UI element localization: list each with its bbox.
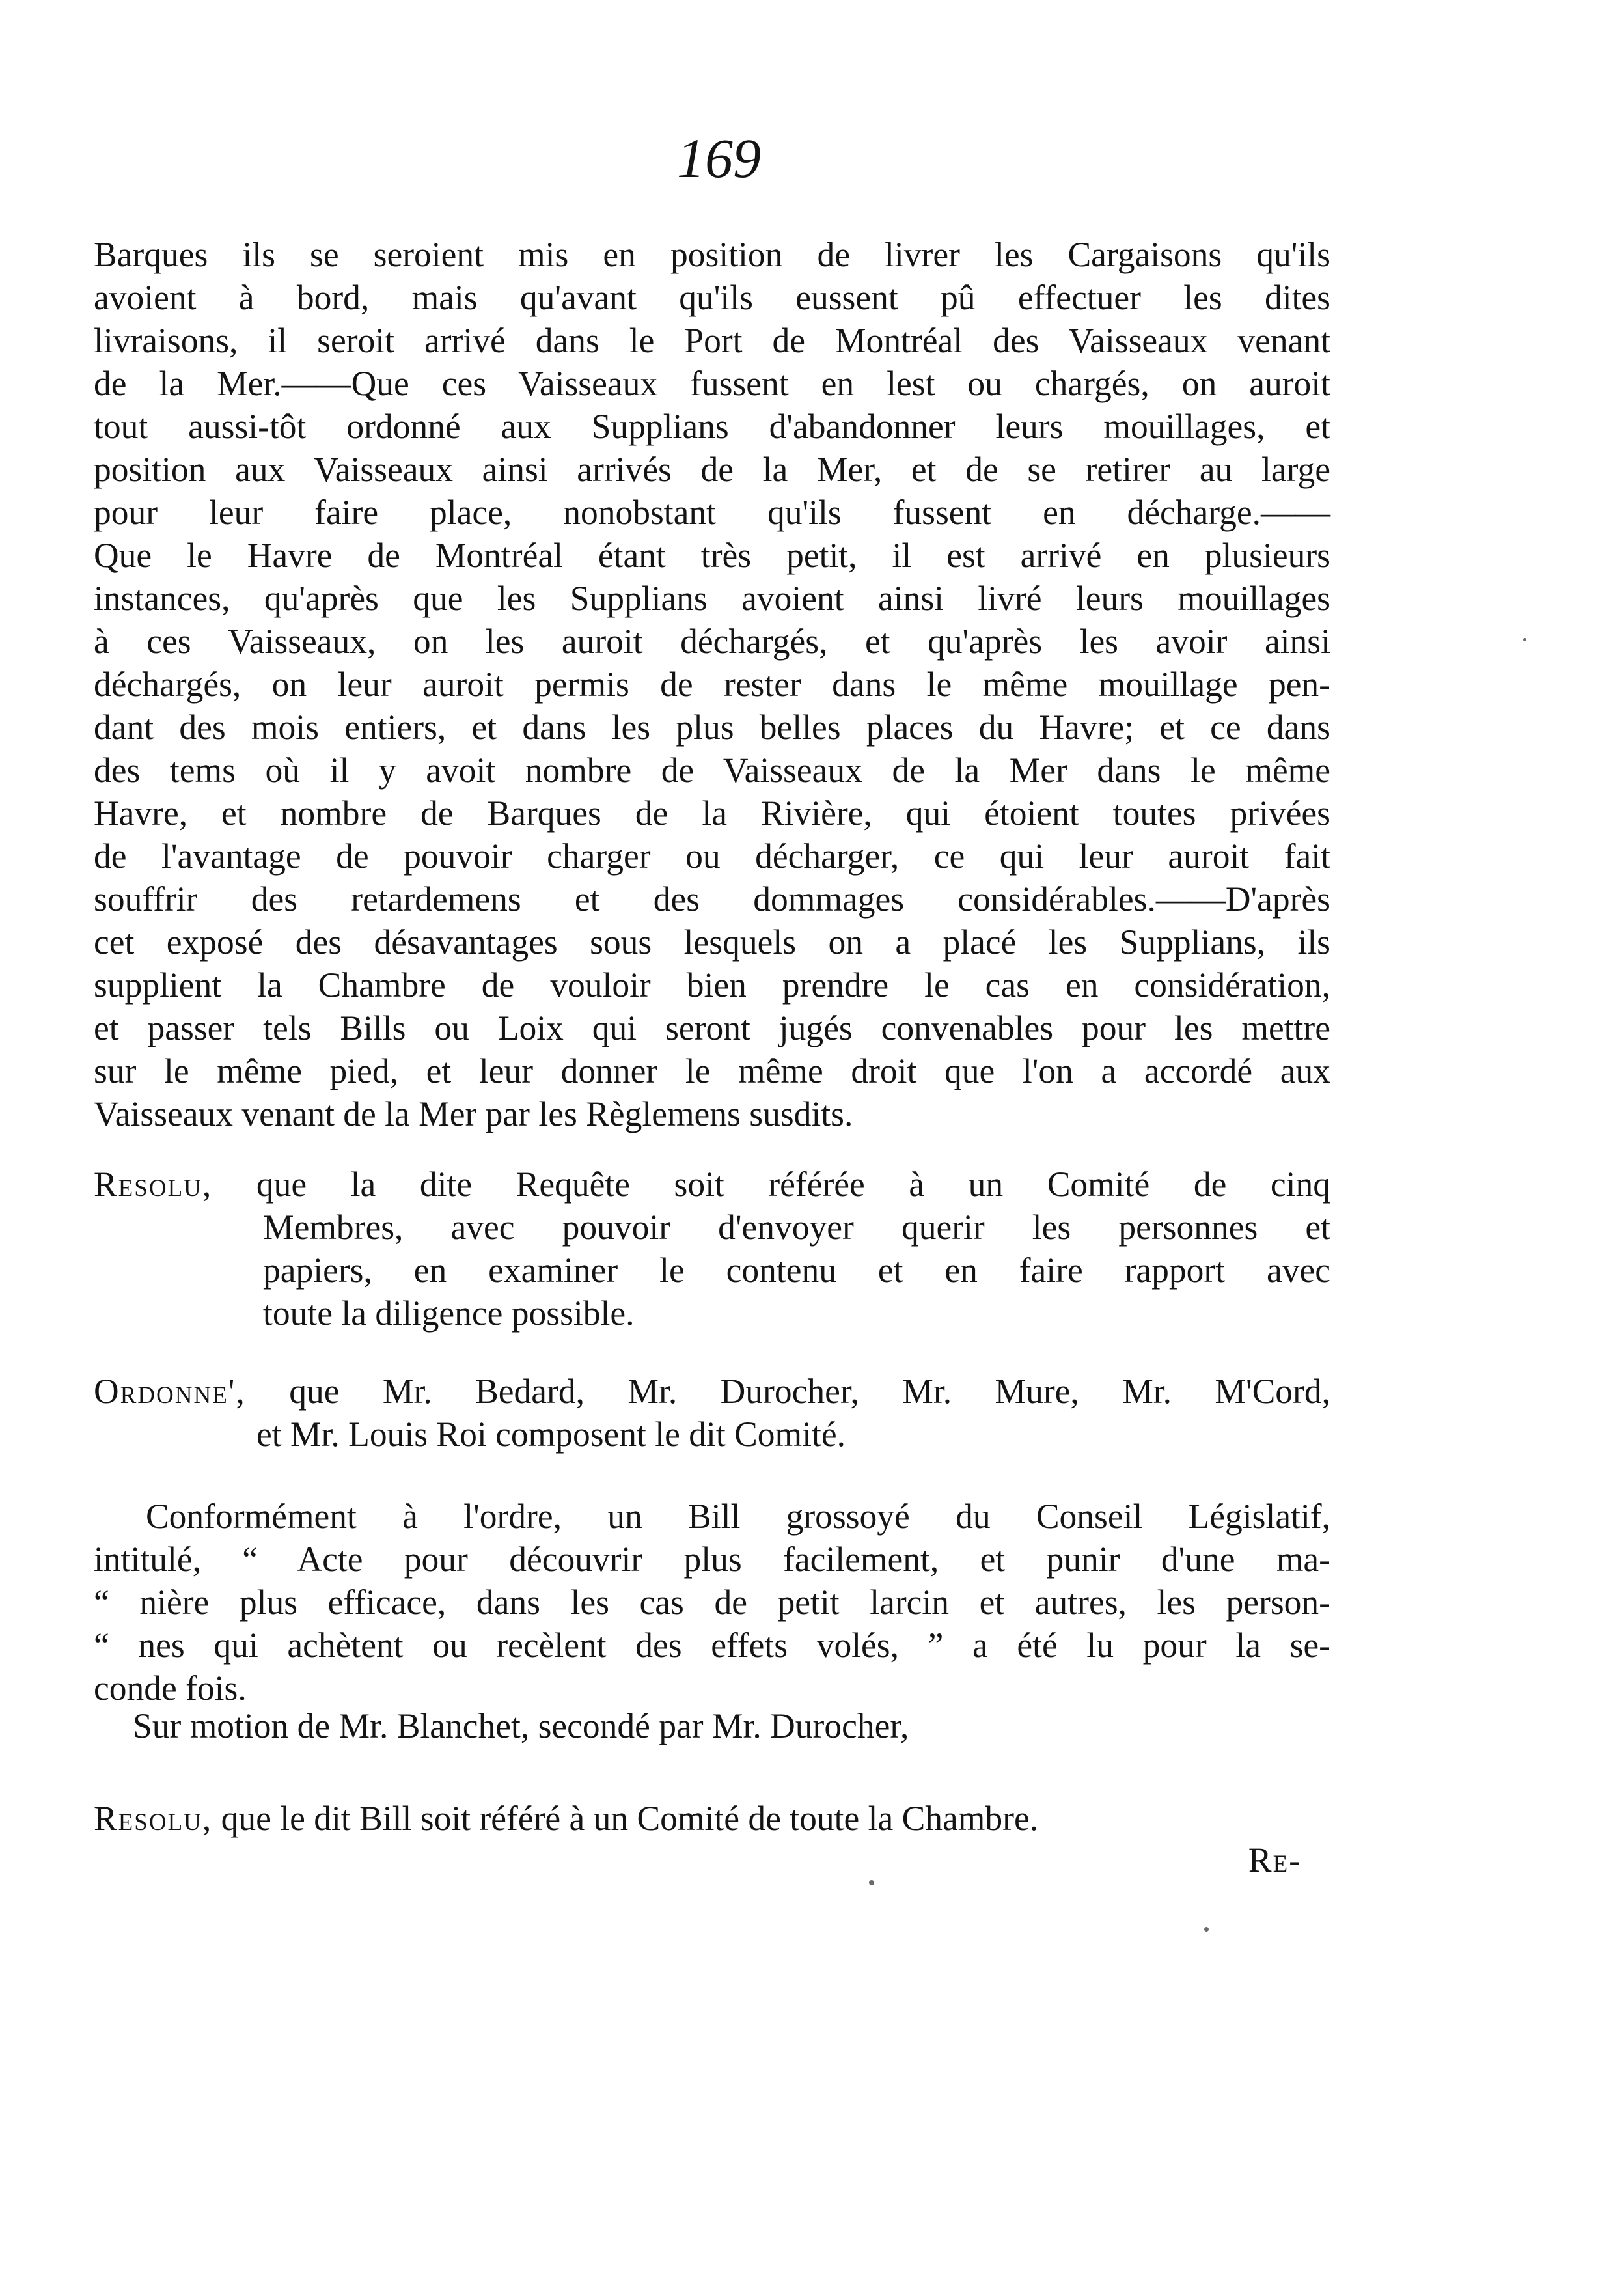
resolution-first-line [94, 1163, 1330, 1206]
text-line: “ nes qui achètent ou recèlent des effets volés, ” a été lu pour la se- [94, 1626, 1330, 1665]
resolution-label: Resolu, [94, 1799, 213, 1838]
petition-paragraph [94, 233, 1330, 1135]
order-label: Ordonne', [94, 1372, 246, 1411]
text-line: souffrir des retardemens et des dommages considérables.——D'après [94, 880, 1330, 919]
text-line: dant des mois entiers, et dans les plus belles places du Havre; et ce dans [94, 708, 1330, 747]
text-line: déchargés, on leur auroit permis de rester dans le même mouillage pen- [94, 665, 1330, 704]
text-line: Conformément à l'ordre, un Bill grossoyé du Conseil Législatif, [146, 1497, 1330, 1536]
text-line: sur le même pied, et leur donner le même droit que l'on a accordé aux [94, 1051, 1330, 1090]
text-line: de l'avantage de pouvoir charger ou décharger, ce qui leur auroit fait [94, 837, 1330, 876]
text-line: et Mr. Louis Roi composent le dit Comité. [256, 1415, 846, 1454]
text-line: de la Mer.——Que ces Vaisseaux fussent en lest ou chargés, on auroit [94, 364, 1330, 403]
order-committee-members [94, 1370, 1330, 1456]
text-line: toute la diligence possible. [263, 1294, 635, 1333]
text-line: instances, qu'après que les Supplians avoient ainsi livré leurs mouillages [94, 579, 1330, 618]
text-line: “ nière plus efficace, dans les cas de petit larcin et autres, les person- [94, 1583, 1330, 1622]
text-line: supplient la Chambre de vouloir bien prendre le cas en considération, [94, 965, 1330, 1005]
resolution-text: que le dit Bill soit référé à un Comité de toute la Chambre. [221, 1799, 1039, 1838]
ink-speck [869, 1880, 874, 1885]
motion-line [94, 1704, 1330, 1747]
resolution-refer-whole-house [94, 1797, 1330, 1840]
text-line: intitulé, “ Acte pour découvrir plus facilement, et punir d'une ma- [94, 1540, 1330, 1579]
order-text: que Mr. Bedard, Mr. Durocher, Mr. Mure, Mr. M'Cord, [289, 1372, 1331, 1411]
text-line: conde fois. [94, 1669, 247, 1708]
page-number: 169 [677, 127, 761, 189]
text-line: cet exposé des désavantages sous lesquels on a placé les Supplians, ils [94, 923, 1330, 962]
resolution-line [94, 1797, 1330, 1840]
ink-speck [1523, 638, 1526, 641]
text-line: Vaisseaux venant de la Mer par les Règlemens susdits. [94, 1094, 853, 1133]
text-line: avoient à bord, mais qu'avant qu'ils eussent pû effectuer les dites [94, 278, 1330, 317]
text-line: Barques ils se seroient mis en position de livrer les Cargaisons qu'ils [94, 235, 1330, 274]
resolution-refer-committee [94, 1163, 1330, 1335]
order-first-line [94, 1370, 1330, 1413]
text-line: position aux Vaisseaux ainsi arrivés de la Mer, et de se retirer au large [94, 450, 1330, 489]
text-line: papiers, en examiner le contenu et en faire rapport avec [263, 1251, 1330, 1290]
resolution-text: que la dite Requête soit référée à un Comité de cinq [256, 1165, 1331, 1204]
bill-second-reading-paragraph [94, 1495, 1330, 1710]
text-line: livraisons, il seroit arrivé dans le Port de Montréal des Vaisseaux venant [94, 321, 1330, 360]
text-line: et passer tels Bills ou Loix qui seront jugés convenables pour les mettre [94, 1008, 1330, 1047]
text-line: à ces Vaisseaux, on les auroit déchargés, et qu'après les avoir ainsi [94, 622, 1330, 661]
text-line: Que le Havre de Montréal étant très petit, il est arrivé en plusieurs [94, 536, 1330, 575]
catchword: Re- [1248, 1840, 1302, 1880]
text-line: Sur motion de Mr. Blanchet, secondé par Mr. Durocher, [133, 1706, 909, 1745]
text-line: des tems où il y avoit nombre de Vaisseaux de la Mer dans le même [94, 751, 1330, 790]
text-line: Havre, et nombre de Barques de la Rivière, qui étoient toutes privées [94, 794, 1330, 833]
ink-speck [1204, 1927, 1209, 1932]
text-line: tout aussi-tôt ordonné aux Supplians d'abandonner leurs mouillages, et [94, 407, 1330, 446]
text-line: pour leur faire place, nonobstant qu'ils fussent en décharge.—— [94, 493, 1330, 532]
text-line: Membres, avec pouvoir d'envoyer querir les personnes et [263, 1208, 1330, 1247]
resolution-label: Resolu, [94, 1165, 213, 1204]
